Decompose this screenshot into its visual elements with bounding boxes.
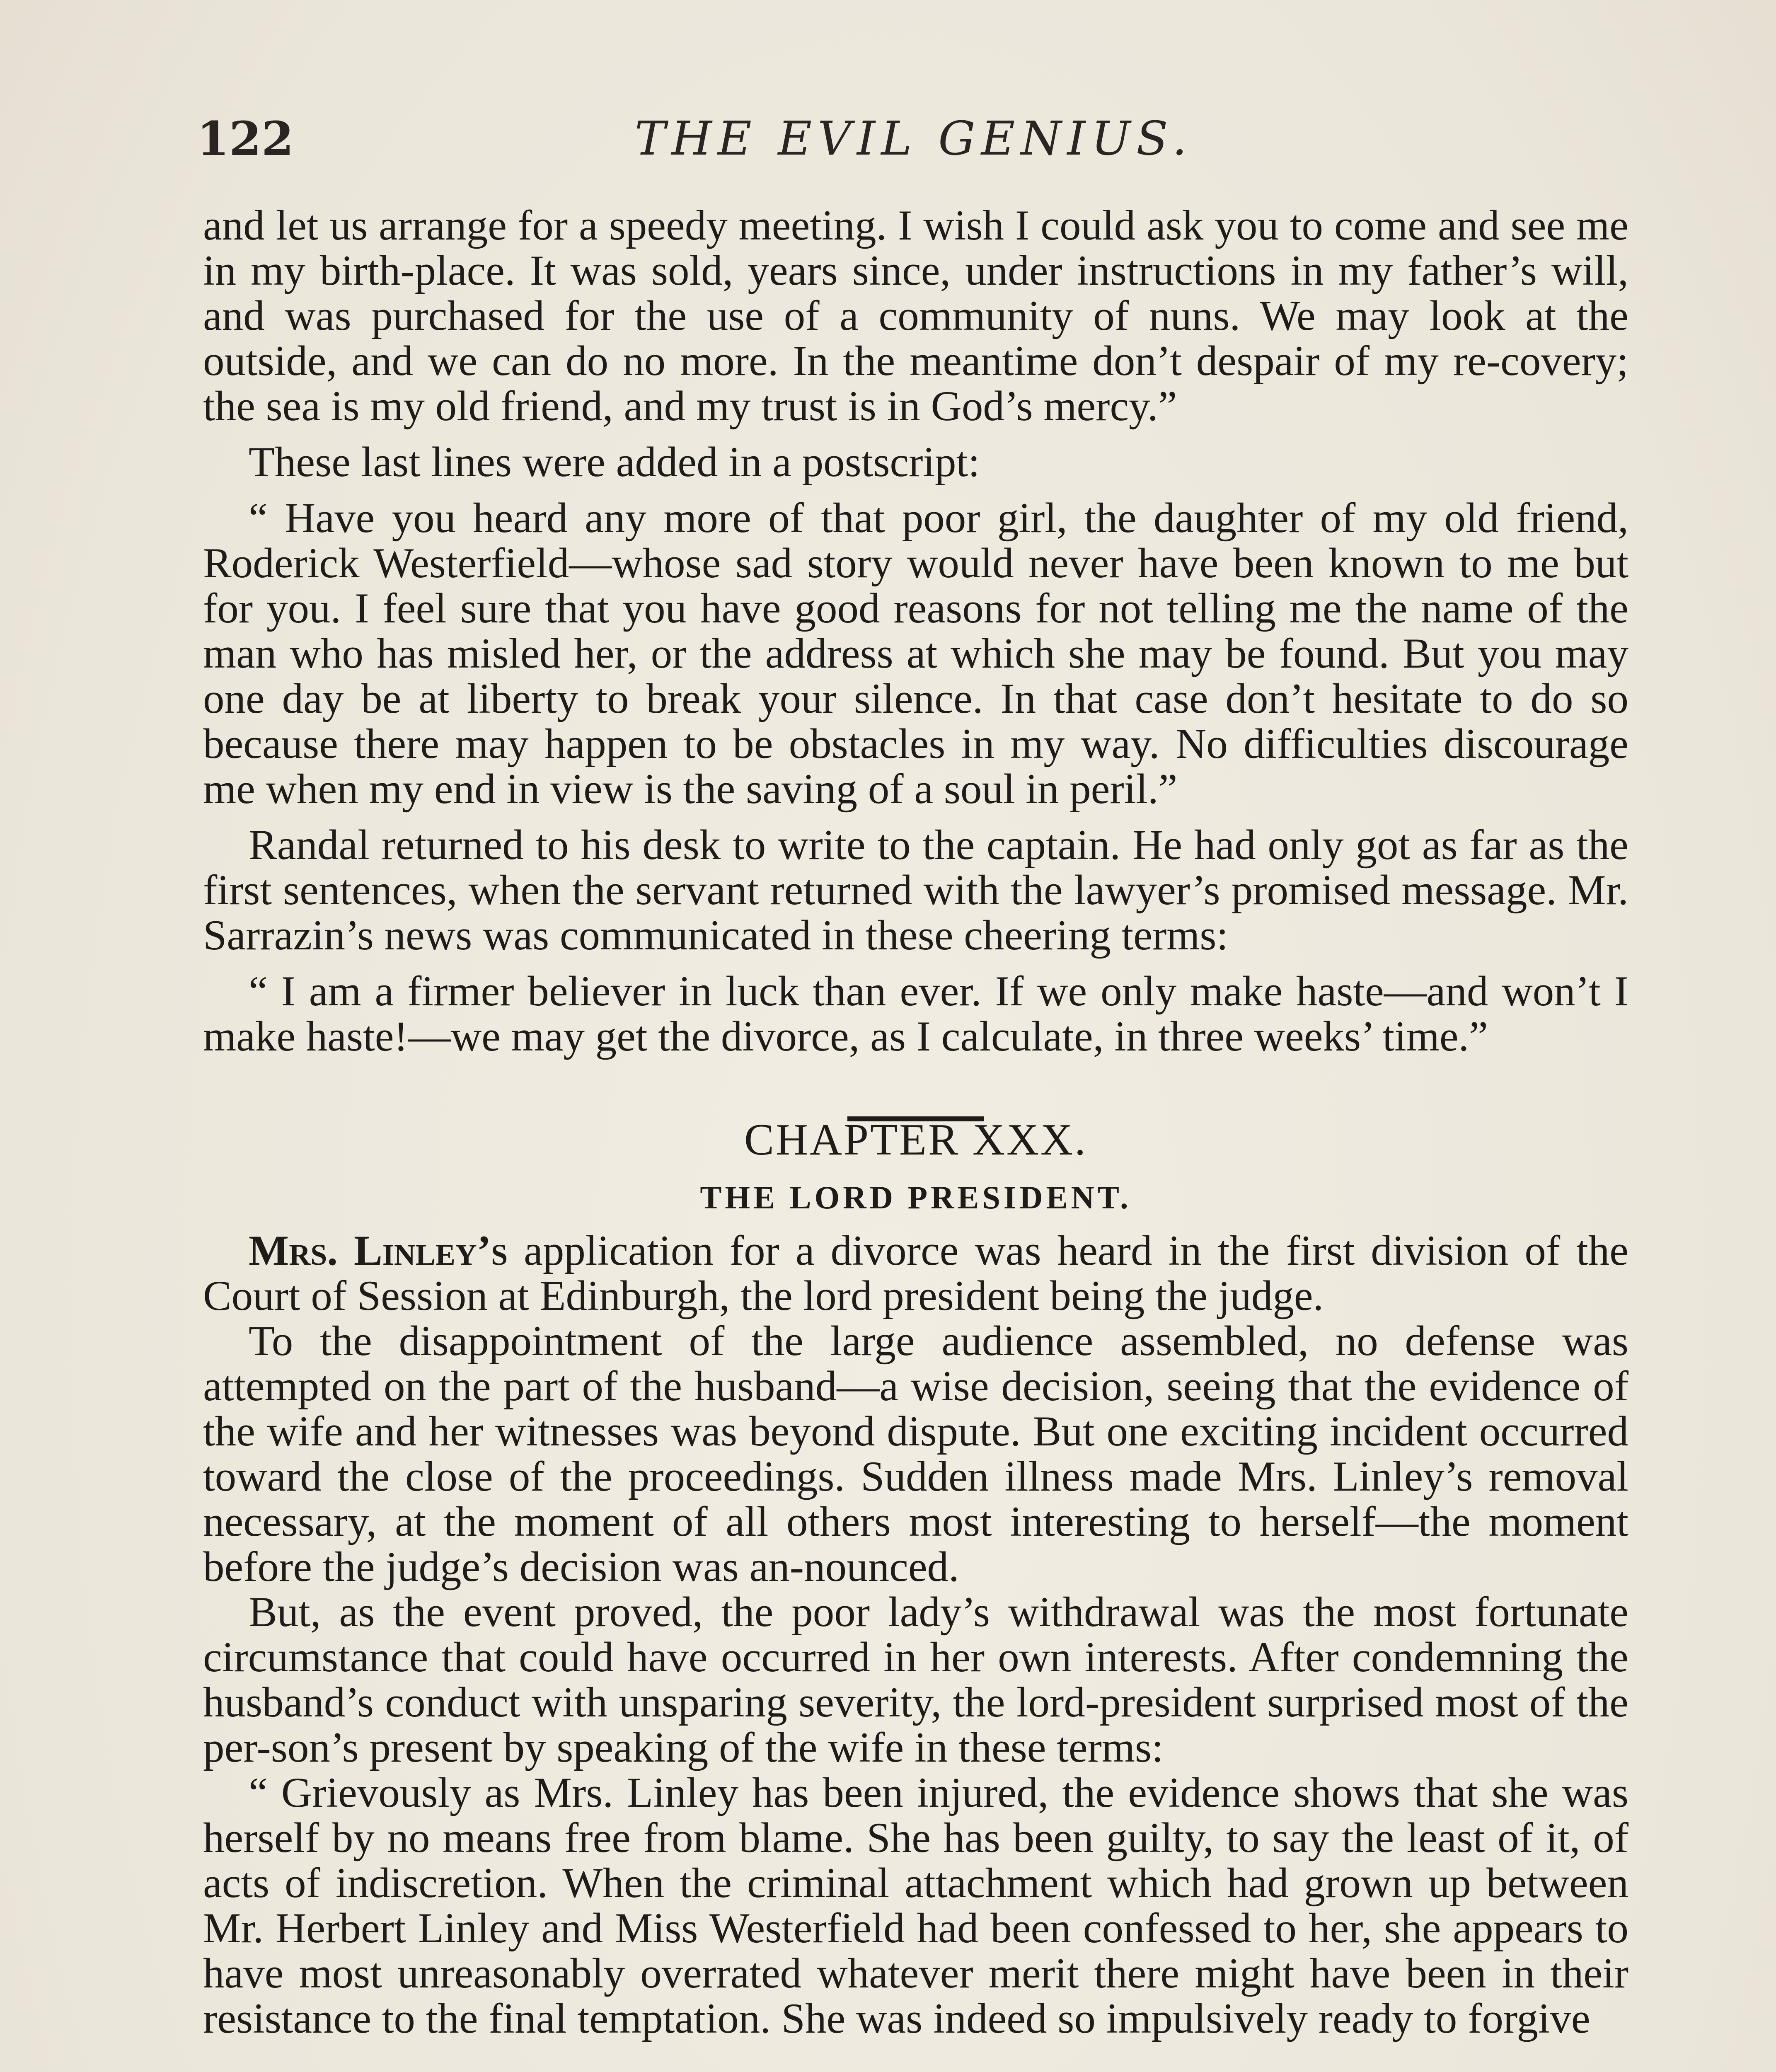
section-divider-wrap bbox=[203, 1085, 1628, 1101]
paragraph-postscript-quote: “ Have you heard any more of that poor girl, the daughter of my old friend, Roderick Westerfield—whose sad story would never have been known to me but for you. I feel sure that you have good reasons for not telling me the name of the man who has misled her, or the address at which she may be found. But you may one day be at liberty to break your silence. In that case don’t hesitate to do so because there may happen to be obstacles in my way. No difficulties discourage me when my end in view is the saving of a soul in peril.” bbox=[203, 494, 1628, 813]
running-title: THE EVIL GENIUS. bbox=[634, 112, 1193, 166]
chapter-paragraph-1-text: application for a divorce was heard in the first division of the Court of Session at Edinburgh, the lord president being the judge. bbox=[203, 1227, 1629, 1319]
paragraph-randal: Randal returned to his desk to write to the captain. He had only got as far as the first sentences, when the servant returned with the lawyer’s promised message. Mr. Sarrazin’s news was communicated in these cheering terms: bbox=[203, 821, 1628, 959]
page-number: 122 bbox=[197, 112, 294, 166]
paragraph-sarrazin-quote: “ I am a firmer believer in luck than ever. If we only make haste—and won’t I make haste!—we may get the divorce, as I calculate, in three weeks’ time.” bbox=[203, 968, 1628, 1060]
chapter-paragraph-3: But, as the event proved, the poor lady’s withdrawal was the most fortunate circumstance that could have occurred in her own interests. After condemning the husband’s conduct with unsparing severity, the lord-president surprised most of the per-son’s present by speaking of the wife in these terms: bbox=[203, 1588, 1628, 1771]
chapter-title: THE LORD PRESIDENT. bbox=[700, 1179, 1132, 1215]
page-header bbox=[197, 104, 1631, 170]
chapter-number: CHAPTER XXX. bbox=[744, 1115, 1088, 1164]
chapter-paragraph-4: “ Grievously as Mrs. Linley has been injured, the evidence shows that she was herself by no means free from blame. She has been guilty, to say the least of it, of acts of indiscretion. When the criminal attachment which had grown up between Mr. Herbert Linley and Miss Westerfield had been confessed to her, she appears to have most unreasonably overrated whatever merit there might have been in their resistance to the final temptation. She was indeed so impulsively ready to forgive bbox=[203, 1769, 1628, 2042]
paragraph-continued: and let us arrange for a speedy meeting. I wish I could ask you to come and see me in my birth-place. It was sold, years since, under instructions in my father’s will, and was purchased for the use of a community of nuns. We may look at the outside, and we can do no more. In the meantime don’t despair of my re-covery; the sea is my old friend, and my trust is in God’s mercy.” bbox=[203, 202, 1628, 430]
chapter-lead-words: Mrs. Linley’s bbox=[249, 1227, 508, 1274]
page-body bbox=[203, 203, 1628, 2041]
chapter-paragraph-1 bbox=[203, 1228, 1628, 1319]
chapter-paragraph-2: To the disappointment of the large audience assembled, no defense was attempted on the part of the husband—a wise decision, seeing that the evidence of the wife and her witnesses was beyond dispute. But one exciting incident occurred toward the close of the proceedings. Sudden illness made Mrs. Linley’s removal necessary, at the moment of all others most interesting to herself—the moment before the judge’s decision was an-nounced. bbox=[203, 1317, 1628, 1590]
paragraph-postscript-intro: These last lines were added in a postscript: bbox=[249, 438, 980, 486]
